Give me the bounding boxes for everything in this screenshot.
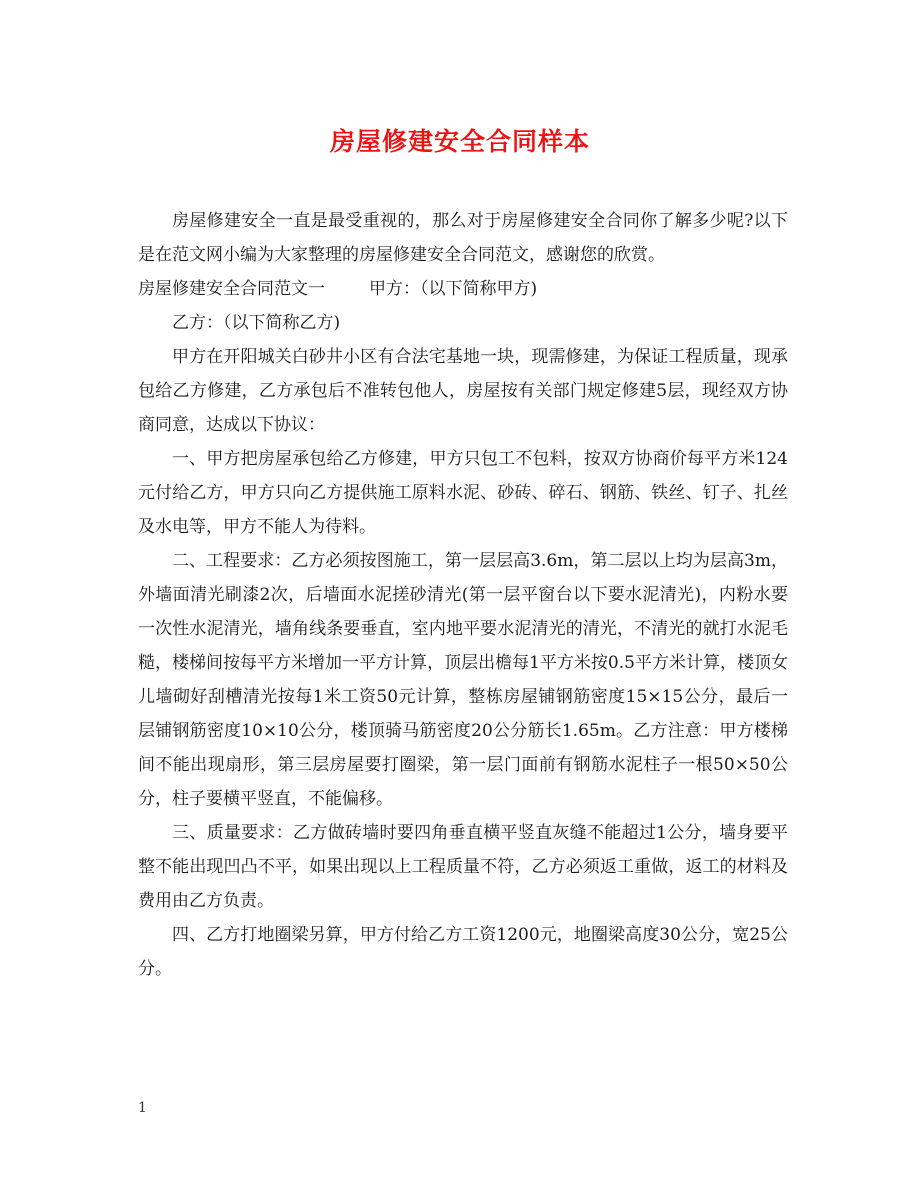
background-paragraph: 甲方在开阳城关白砂井小区有合法宅基地一块，现需修建，为保证工程质量，现承包给乙方修建，乙方承包后不准转包他人，房屋按有关部门规定修建5层，现经双方协商同意，达成以下协议： <box>138 347 788 435</box>
clause-4-paragraph: 四、乙方打地圈梁另算，甲方付给乙方工资1200元，地圈梁高度30公分，宽25公分。 <box>138 925 788 979</box>
intro-paragraph: 房屋修建安全一直是最受重视的，那么对于房屋修建安全合同你了解多少呢?以下是在范文网小编为大家整理的房屋修建安全合同范文，感谢您的欣赏。 <box>138 211 788 265</box>
clause-2-paragraph: 二、工程要求：乙方必须按图施工，第一层层高3.6m，第二层以上均为层高3m，外墙面清光刷漆2次，后墙面水泥搓砂清光(第一层平窗台以下要水泥清光)，内粉水要一次性水泥清光，墙角线条要垂直，室内地平要水泥清光的清光，不清光的就打水泥毛糙，楼梯间按每平方米增加一平方计算，顶层出檐每1平方米按0.5平方米计算，楼顶女儿墙砌好刮槽清光按每1米工资50元计算，整栋房屋铺钢筋密度15×15公分，最后一层铺钢筋密度10×10公分，楼顶骑马筋密度20公分筋长1.65m。乙方注意：甲方楼梯间不能出现扇形，第三层房屋要打圈梁，第一层门面前有钢筋水泥柱子一根50×50公分，柱子要横平竖直，不能偏移。 <box>138 551 788 809</box>
sample-heading: 房屋修建安全合同范文一 <box>138 279 325 299</box>
sample-heading-line <box>138 272 788 306</box>
party-b-line: 乙方：（以下简称乙方) <box>172 313 341 333</box>
party-a-line: 甲方：（以下简称甲方) <box>369 279 538 299</box>
document-title: 房屋修建安全合同样本 <box>329 127 590 156</box>
clause-3-paragraph: 三、质量要求：乙方做砖墙时要四角垂直横平竖直灰缝不能超过1公分，墙身要平整不能出现凹凸不平，如果出现以上工程质量不符，乙方必须返工重做，返工的材料及费用由乙方负责。 <box>138 823 788 911</box>
clause-1-paragraph: 一、甲方把房屋承包给乙方修建，甲方只包工不包料，按双方协商价每平方米124元付给乙方，甲方只向乙方提供施工原料水泥、砂砖、碎石、钢筋、铁丝、钉子、扎丝及水电等，甲方不能人为待料。 <box>138 449 788 537</box>
page-number: 1 <box>138 1100 147 1116</box>
document-body <box>138 204 788 986</box>
